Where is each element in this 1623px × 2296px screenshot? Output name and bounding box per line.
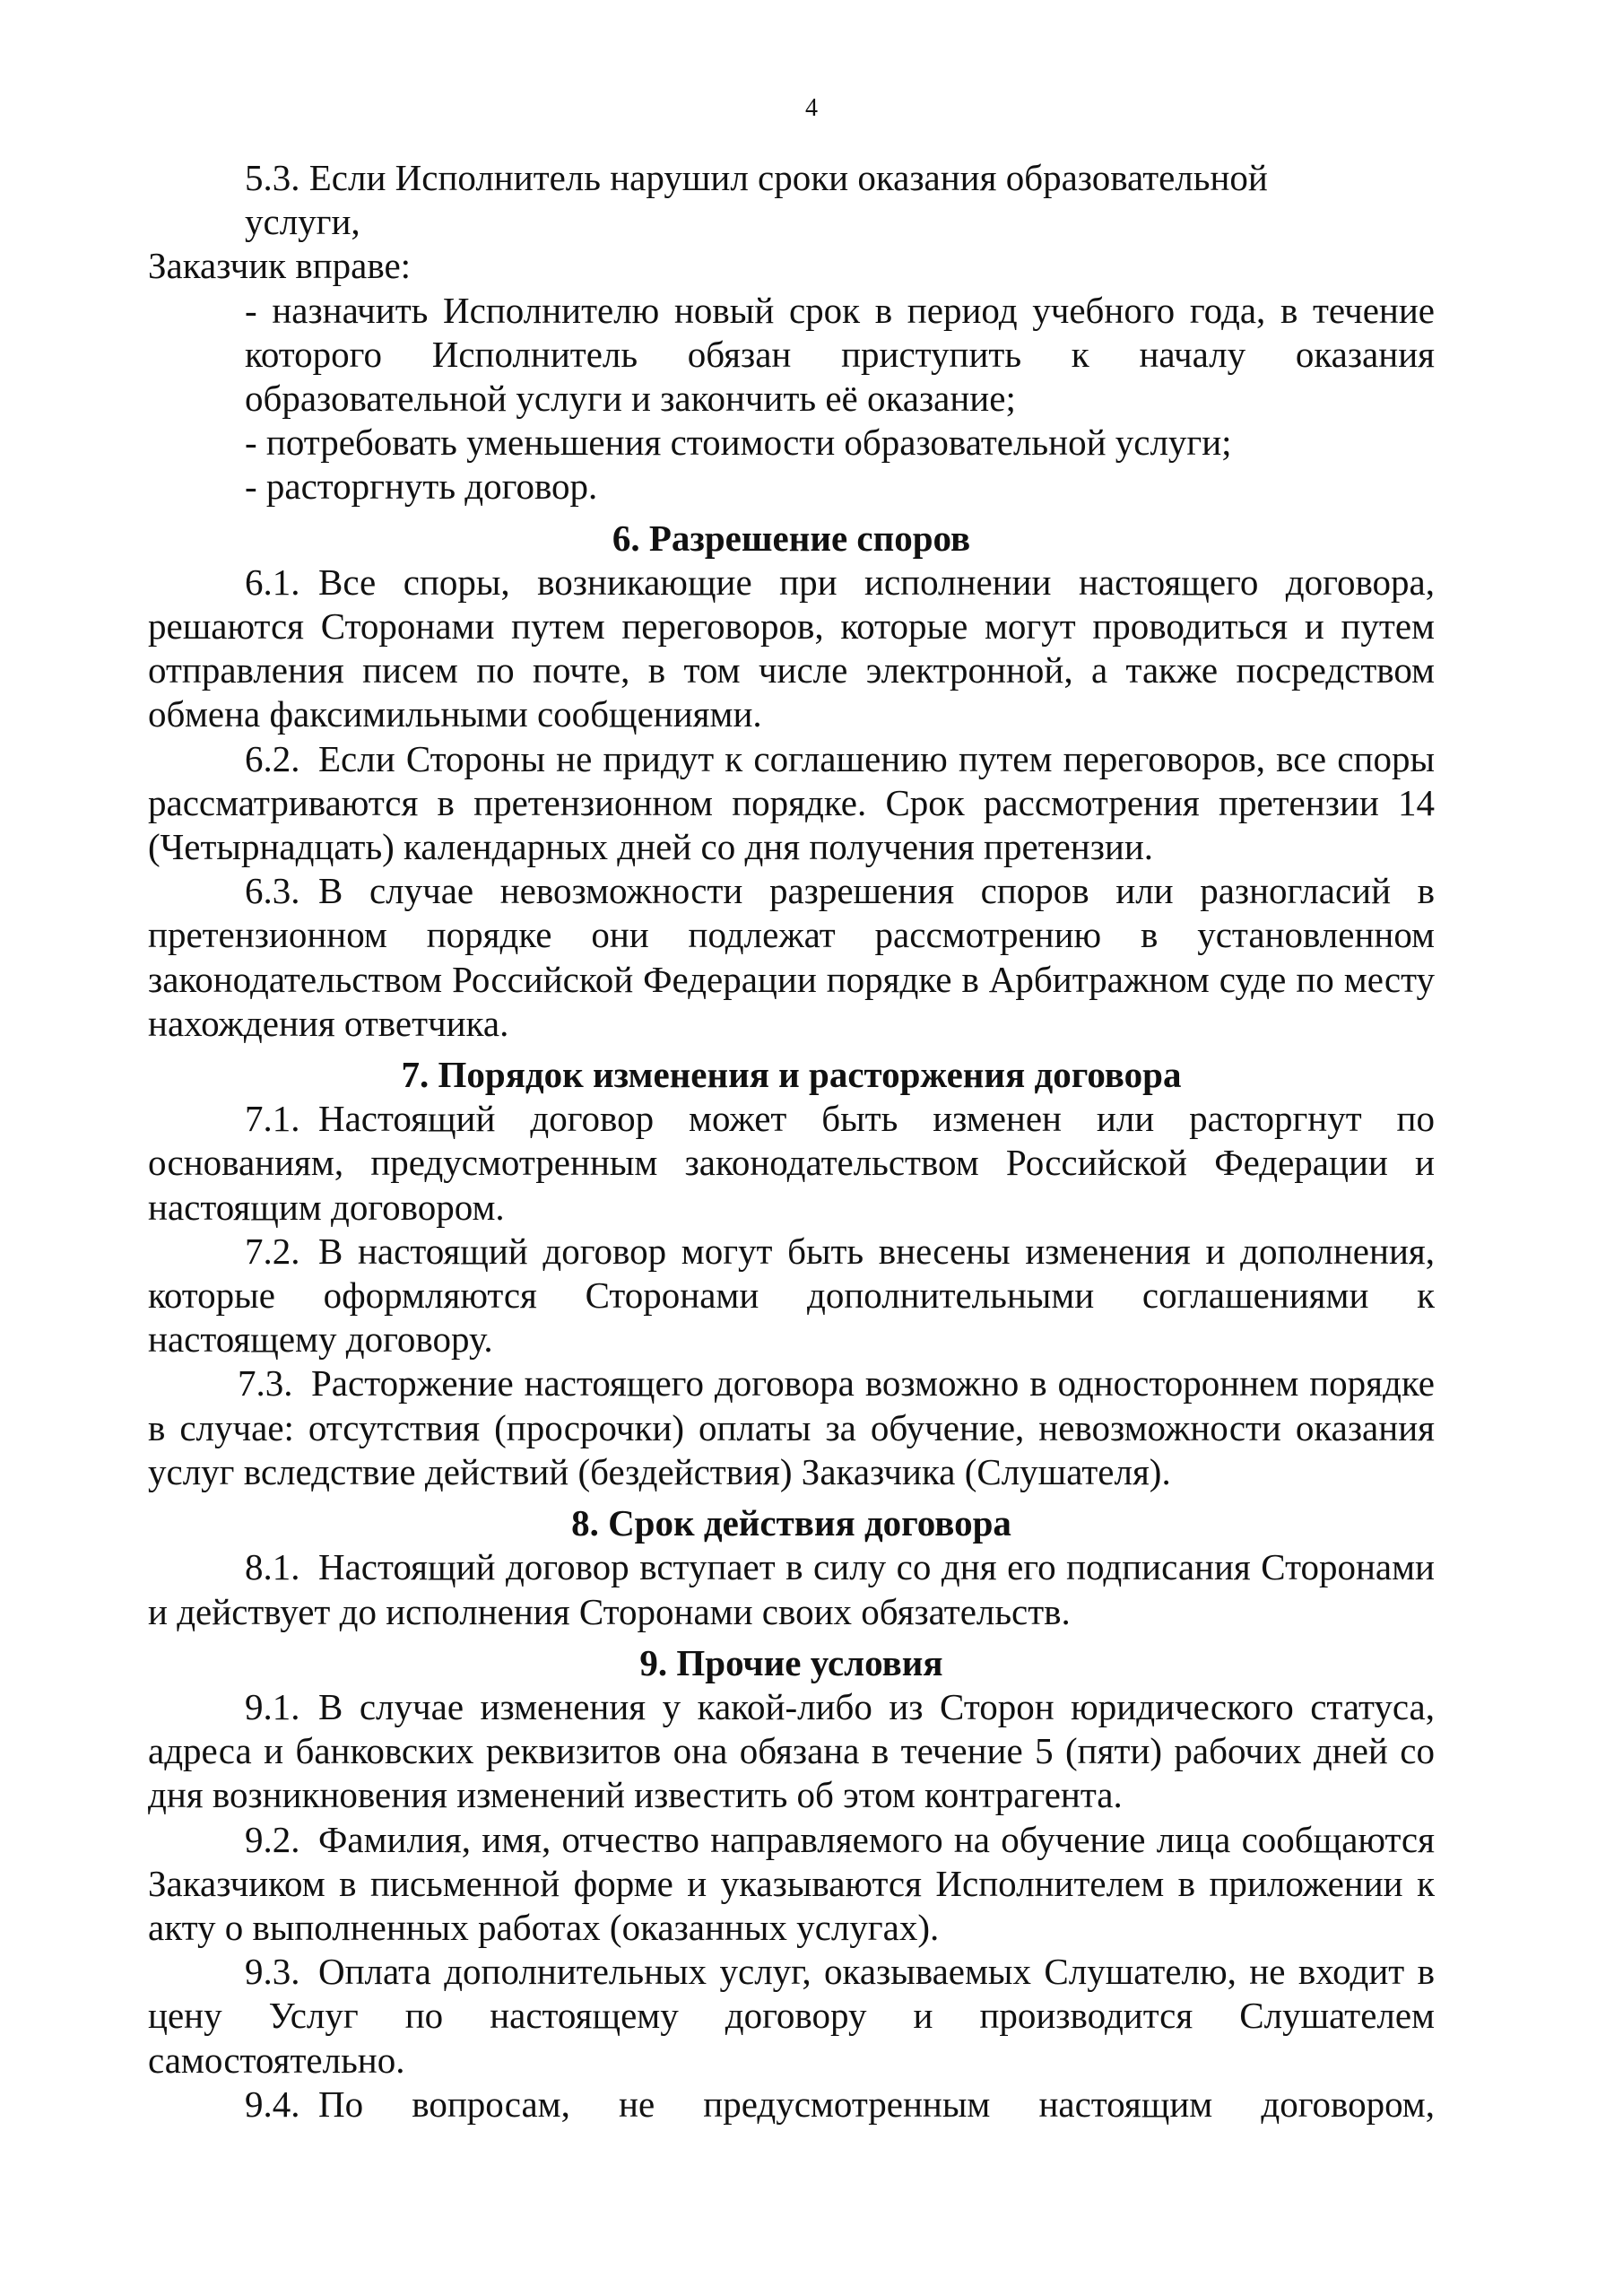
clause-7-3 [148,1361,1435,1494]
section-6-heading: 6. Разрешение споров [612,517,971,559]
clause-9-4 [148,2083,1435,2126]
clause-5-3-line2: услуги, [245,201,360,243]
clause-7-1 [148,1097,1435,1230]
clause-number: 7.3. [238,1362,293,1405]
clause-9-2 [148,1818,1435,1951]
clause-number: 9.1. [245,1685,300,1727]
clause-9-1 [148,1685,1435,1818]
section-7-heading: 7. Порядок изменения и расторжения договора [401,1054,1182,1096]
document-body [148,156,1435,2126]
clause-number: 7.1. [245,1098,300,1140]
clause-6-3 [148,869,1435,1046]
clause-text: Если Стороны не придут к соглашению путем переговоров, все споры рассматриваются в претензионном порядке. Срок рассмотрения претензии 14 (Четырнадцать) календарных дней со дня получения претензии. [148,737,1435,868]
customer-right-item: - назначить Исполнителю новый срок в период учебного года, в течение которого Исполнитель обязан приступить к началу оказания образовательной услуги и закончить её оказание; [245,289,1435,420]
clause-text: В случае изменения у какой-либо из Сторон юридического статуса, адреса и банковских реквизитов она обязана в течение 5 (пяти) рабочих дней со дня возникновения изменений известить об этом контрагента. [148,1685,1435,1816]
clause-text: Настоящий договор может быть изменен или расторгнут по основаниям, предусмотренным законодательством Российской Федерации и настоящим договором. [148,1098,1435,1228]
clause-text: Расторжение настоящего договора возможно в одностороннем порядке в случае: отсутствия (просрочки) оплаты за обучение, невозможности оказания услуг вследствие действий (бездействия) Заказчика (Слушателя). [148,1362,1435,1492]
customer-right-item: - потребовать уменьшения стоимости образовательной услуги; [245,422,1232,464]
clause-text: Фамилия, имя, отчество направляемого на обучение лица сообщаются Заказчиком в письменной форме и указываются Исполнителем в приложении к акту о выполненных работах (оказанных услугах). [148,1818,1435,1948]
clause-number: 6.3. [245,870,300,912]
clause-6-2 [148,737,1435,870]
clause-text: Оплата дополнительных услуг, оказываемых Слушателю, не входит в цену Услуг по настоящему договору и производится Слушателем самостоятельно. [148,1951,1435,2081]
clause-number: 6.2. [245,737,300,779]
section-8-heading: 8. Срок действия договора [571,1502,1011,1544]
clause-number: 8.1. [245,1546,300,1588]
clause-text: В настоящий договор могут быть внесены изменения и дополнения, которые оформляются Сторонами дополнительными соглашениями к настоящему договору. [148,1230,1435,1361]
clause-number: 9.4. [245,2083,300,2125]
clause-number: 9.3. [245,1951,300,1993]
clause-number: 6.1. [245,561,300,603]
section-9-heading: 9. Прочие условия [639,1641,943,1683]
clause-text: Настоящий договор вступает в силу со дня его подписания Сторонами и действует до исполнения Сторонами своих обязательств. [148,1546,1435,1632]
clause-9-3 [148,1950,1435,2083]
clause-text: Все споры, возникающие при исполнении настоящего договора, решаются Сторонами путем переговоров, которые могут проводиться и путем отправления писем по почте, в том числе электронной, а также посредством обмена факсимильными сообщениями. [148,561,1435,735]
customer-right-item: - расторгнуть договор. [245,465,598,508]
clause-8-1 [148,1545,1435,1633]
page-number: 4 [805,94,818,122]
clause-text: По вопросам, не предусмотренным настоящим договором, [318,2083,1435,2125]
clause-text: В случае невозможности разрешения споров или разногласий в претензионном порядке они подлежат рассмотрению в установленном законодательством Российской Федерации порядке в Арбитражном суде по месту нахождения ответчика. [148,870,1435,1044]
clause-number: 9.2. [245,1818,300,1860]
clause-number: 7.2. [245,1230,300,1272]
customer-rights-intro: Заказчик вправе: [148,245,412,287]
clause-5-3-line1: 5.3. Если Исполнитель нарушил сроки оказания образовательной [245,157,1268,198]
clause-7-2 [148,1230,1435,1362]
clause-6-1 [148,561,1435,737]
